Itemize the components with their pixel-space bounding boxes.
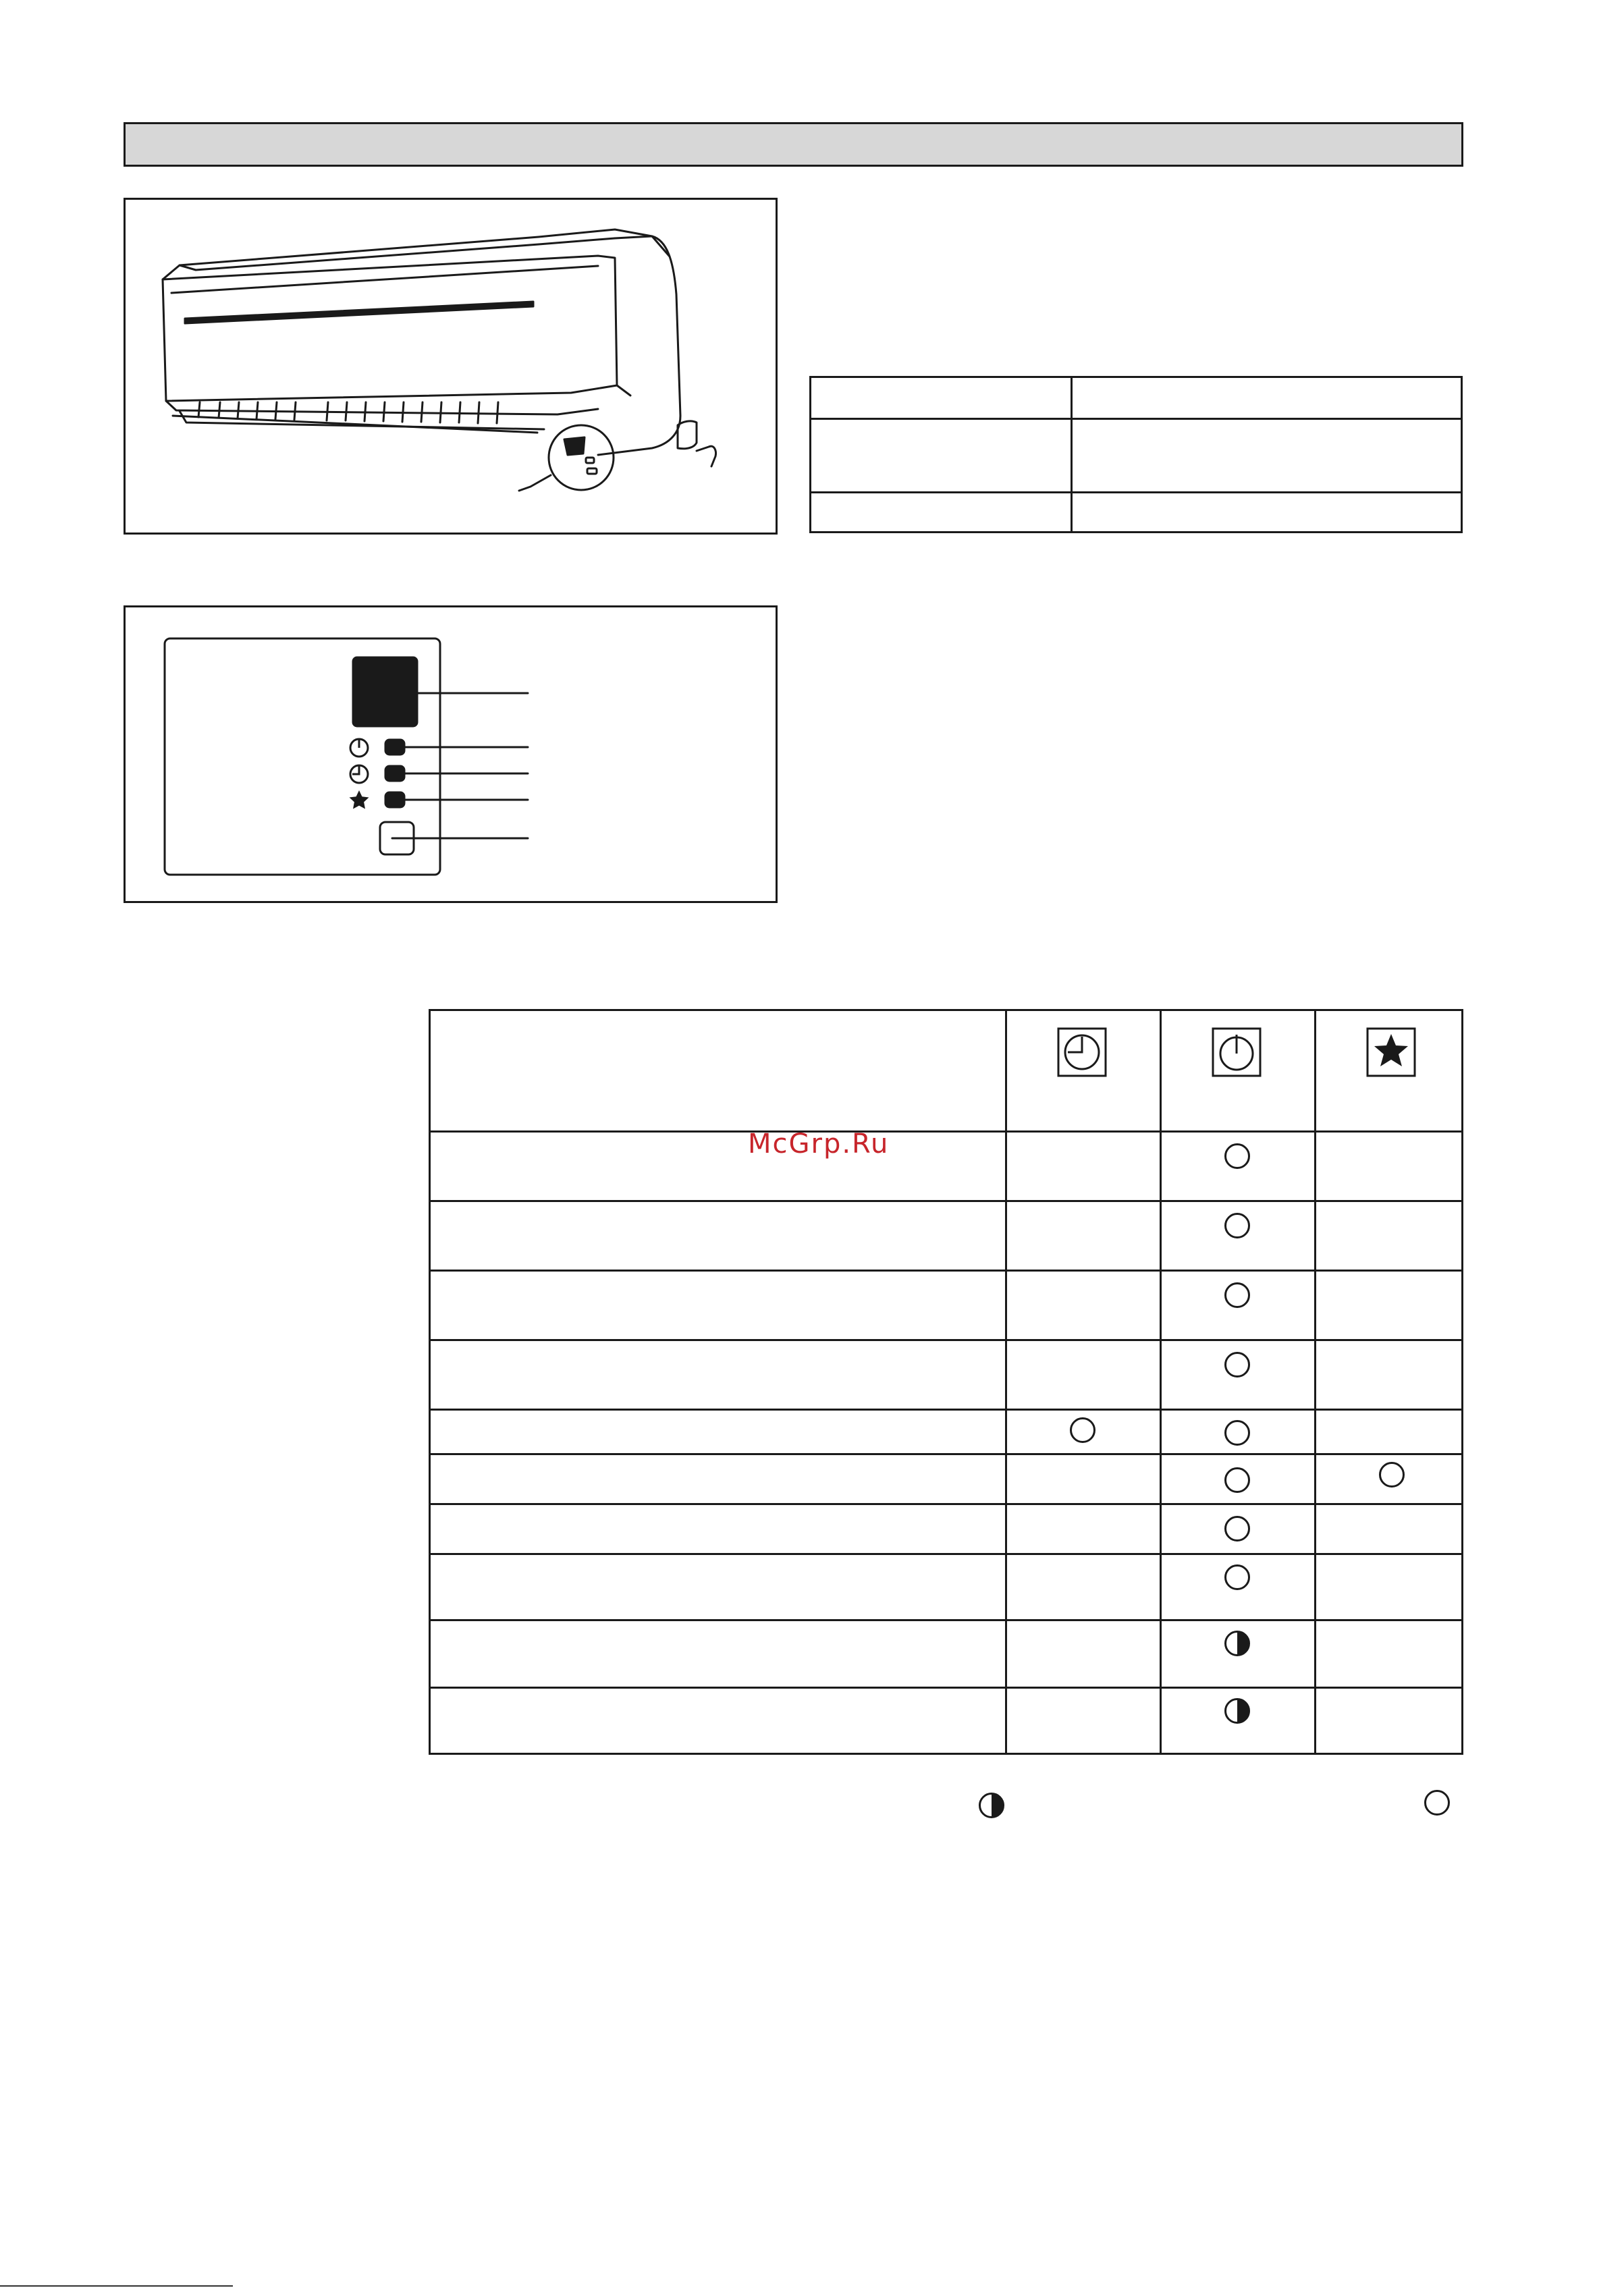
spec-cell <box>811 493 1072 533</box>
timer-icon <box>350 765 368 783</box>
table-row <box>430 1410 1463 1454</box>
lamp-on-symbol <box>1224 1143 1250 1169</box>
legend-blink-symbol <box>979 1793 1004 1818</box>
spec-cell <box>811 377 1072 419</box>
lamp-on-symbol <box>1224 1282 1250 1308</box>
spec-cell <box>1072 377 1462 419</box>
indoor-unit-figure <box>124 198 778 535</box>
indicator-panel-drawing <box>126 607 776 901</box>
table-row <box>430 1688 1463 1754</box>
table-row <box>430 1554 1463 1620</box>
table-row <box>430 1504 1463 1554</box>
power-header-cell <box>1161 1010 1316 1132</box>
lamp-on-symbol <box>1224 1516 1250 1542</box>
lamp-blink-symbol <box>1224 1698 1250 1724</box>
table-row <box>430 1454 1463 1504</box>
watermark: McGrp.Ru <box>748 1128 890 1160</box>
spec-cell <box>811 419 1072 493</box>
lamp-on-symbol <box>1379 1462 1405 1488</box>
section-header-bar <box>124 122 1463 167</box>
lamp-on-symbol <box>1070 1417 1095 1443</box>
lamp-on-symbol <box>1224 1352 1250 1378</box>
spec-cell <box>1072 493 1462 533</box>
lamp-on-symbol <box>1224 1467 1250 1493</box>
footer-rule <box>0 2285 233 2287</box>
table-row <box>430 1201 1463 1271</box>
table-row <box>430 1620 1463 1688</box>
lamp-on-symbol <box>1224 1420 1250 1446</box>
star-icon <box>1366 1027 1416 1077</box>
indicator-panel-figure <box>124 605 778 903</box>
table-row <box>430 1271 1463 1340</box>
lamp-on-symbol <box>1224 1564 1250 1590</box>
spec-table <box>809 376 1463 533</box>
timer-header-cell <box>1006 1010 1161 1132</box>
lamp-blink-symbol <box>1224 1631 1250 1656</box>
star-header-cell <box>1316 1010 1463 1132</box>
legend-on-symbol <box>1424 1790 1450 1816</box>
power-icon <box>350 739 368 757</box>
star-icon <box>350 790 369 809</box>
table-row <box>430 1132 1463 1201</box>
lamp-on-symbol <box>1224 1213 1250 1238</box>
indicator-header-cell <box>430 1010 1006 1132</box>
table-row <box>430 1340 1463 1410</box>
timer-icon <box>1057 1027 1107 1077</box>
indoor-unit-drawing <box>126 200 776 533</box>
power-icon <box>1212 1027 1262 1077</box>
spec-cell <box>1072 419 1462 493</box>
indicator-table <box>429 1009 1463 1755</box>
